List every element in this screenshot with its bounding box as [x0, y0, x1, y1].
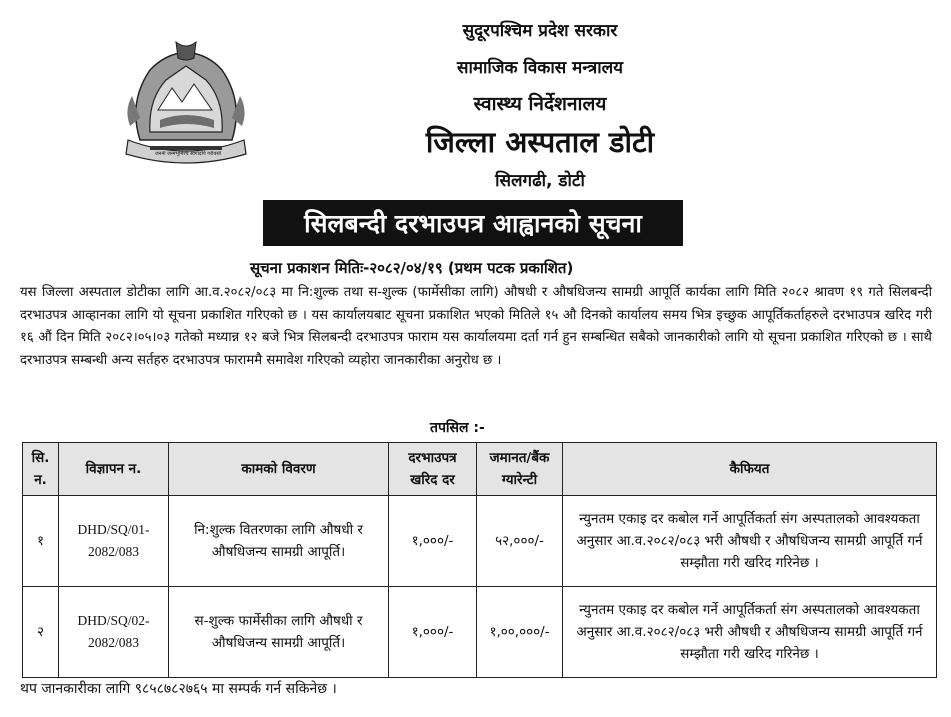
- col-bid-rate: दरभाउपत्र खरिद दर: [389, 443, 477, 496]
- nepal-emblem-icon: [120, 40, 252, 166]
- hospital-location: सिलगढी, डोटी: [495, 171, 585, 191]
- col-serial-no: सि. न.: [23, 443, 59, 496]
- ministry-name: सामाजिक विकास मन्त्रालय: [456, 58, 624, 78]
- cell-remarks: न्युनतम एकाइ दर कबोल गर्ने आपूर्तिकर्ता संग अस्पतालको आवश्यकता अनुसार आ.व.२०८२/०८३ भरी औषधी र औषधिजन्य सामग्री आपूर्ति गर्न सम्झौता गरी खरिद गरिनेछ ।: [563, 587, 937, 678]
- cell-ad-no: DHD/SQ/02-2082/083: [59, 587, 169, 678]
- cell-ad-no: DHD/SQ/01-2082/083: [59, 496, 169, 587]
- table-header-row: [23, 443, 937, 496]
- cell-serial-no: १: [23, 496, 59, 587]
- directorate-name: स्वास्थ्य निर्देशनालय: [473, 93, 607, 115]
- notice-body: यस जिल्ला अस्पताल डोटीका लागि आ.व.२०८२/०८३ मा नि:शुल्क तथा स-शुल्क (फार्मेसीका लागि) औषधी र औषधिजन्य सामग्री आपूर्ति कार्यका लागि मिति २०८२ श्रावण १९ गते सिलबन्दी दरभाउपत्र आव्हानका लागि यो सूचना प्रकाशित गरिएको छ । यस कार्यालयबाट सूचना प्रकाशित भएको मितिले १५ औ दिनको कार्यालय समय भित्र इच्छुक आपूर्तिकर्ताहरुले दरभाउपत्र खरिद गरी १६ औं दिन मिति २०८२।०५।०३ गतेको मध्यान्न १२ बजे भित्र सिलबन्दी दरभाउपत्र फाराम यस कार्यालयमा दर्ता गर्न हुन सम्बन्धित सबैको जानकारीको लागि यो सूचना प्रकाशित गरिएको छ । साथै दरभाउपत्र सम्बन्धी अन्य सर्तहरु दरभाउपत्र फाराममै समावेश गरिएको व्यहोरा जानकारीका अनुरोध छ ।: [20, 285, 932, 368]
- schedule-heading: तपसिल :-: [430, 420, 485, 436]
- tender-table: [22, 442, 937, 678]
- cell-bid-rate: १,०००/-: [389, 587, 477, 678]
- col-guarantee: जमानत/बैंक ग्यारेन्टी: [477, 443, 563, 496]
- cell-bid-rate: १,०००/-: [389, 496, 477, 587]
- cell-description: नि:शुल्क वितरणका लागि औषधी र औषधिजन्य सामग्री आपूर्ति।: [169, 496, 389, 587]
- col-description: कामको विवरण: [169, 443, 389, 496]
- col-remarks: कैफियत: [563, 443, 937, 496]
- publish-date: सूचना प्रकाशन मितिः-२०८२/०४/१९ (प्रथम पटक प्रकाशित): [250, 259, 574, 277]
- table-row: [23, 587, 937, 678]
- government-name: सुदूरपश्चिम प्रदेश सरकार: [462, 21, 618, 41]
- emblem-motto: जननी जन्मभूमिश्च स्वर्गादपि गरीयसी: [154, 151, 222, 157]
- cell-guarantee: १,००,०००/-: [477, 587, 563, 678]
- cell-description: स-शुल्क फार्मेसीका लागि औषधी र औषधिजन्य सामग्री आपूर्ति।: [169, 587, 389, 678]
- contact-footer: थप जानकारीका लागि ९८५८७८२७६५ मा सम्पर्क गर्न सकिनेछ ।: [20, 681, 337, 697]
- cell-serial-no: २: [23, 587, 59, 678]
- col-ad-no: विज्ञापन न.: [59, 443, 169, 496]
- cell-remarks: न्युनतम एकाइ दर कबोल गर्ने आपूर्तिकर्ता संग अस्पतालको आवश्यकता अनुसार आ.व.२०८२/०८३ भरी औषधी र औषधिजन्य सामग्री आपूर्ति गर्न सम्झौता गरी खरिद गरिनेछ ।: [563, 496, 937, 587]
- table-row: [23, 496, 937, 587]
- hospital-name: जिल्ला अस्पताल डोटी: [425, 125, 655, 159]
- cell-guarantee: ५२,०००/-: [477, 496, 563, 587]
- notice-title: सिलबन्दी दरभाउपत्र आह्वानको सूचना: [263, 200, 683, 246]
